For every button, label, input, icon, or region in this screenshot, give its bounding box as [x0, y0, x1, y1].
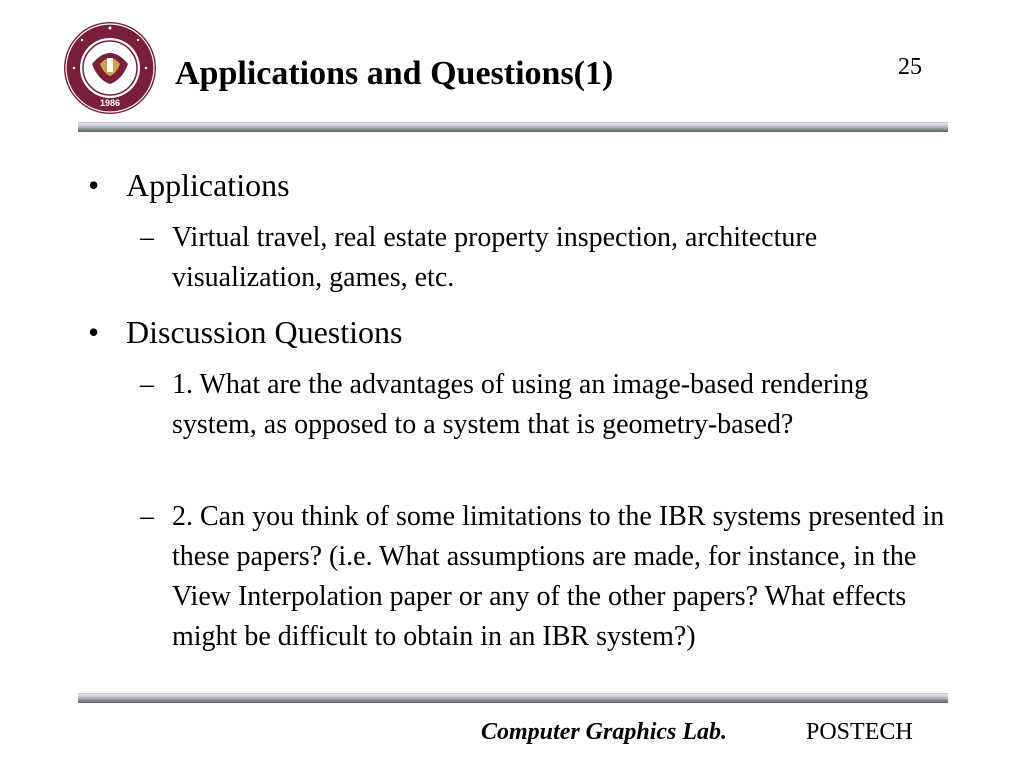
sub-item	[140, 365, 950, 445]
sub-item-text: Virtual travel, real estate property inspection, architecture visualization, games, etc.	[172, 222, 818, 293]
sub-item	[140, 497, 950, 657]
sub-item-text: 2. Can you think of some limitations to the IBR systems presented in these papers? (i.e. What assumptions are made, for instance, in the View Interpolation paper or any of the other papers? What effects might be difficult to obtain in an IBR system?)	[172, 501, 945, 652]
dash-icon: –	[140, 501, 154, 532]
bullet-label: Discussion Questions	[126, 314, 403, 350]
sub-item-text: 1. What are the advantages of using an image-based rendering system, as opposed to a system that is geometry-based?	[172, 369, 869, 440]
bullet-applications	[88, 165, 290, 205]
top-divider	[78, 122, 948, 132]
bottom-divider	[78, 693, 948, 703]
bullet-dot-icon: •	[88, 167, 100, 203]
university-seal-icon	[62, 20, 158, 116]
bullet-label: Applications	[126, 167, 290, 203]
bullet-discussion-questions	[88, 312, 402, 352]
dash-icon: –	[140, 222, 154, 253]
university-logo	[62, 20, 158, 116]
sub-item	[140, 218, 950, 298]
footer-organization: POSTECH	[806, 719, 913, 745]
footer-lab-name: Computer Graphics Lab.	[481, 719, 728, 745]
dash-icon: –	[140, 369, 154, 400]
svg-text:1986: 1986	[99, 98, 121, 108]
page-number: 25	[898, 54, 922, 80]
bullet-dot-icon: •	[88, 314, 100, 350]
slide-title: Applications and Questions(1)	[175, 55, 614, 92]
